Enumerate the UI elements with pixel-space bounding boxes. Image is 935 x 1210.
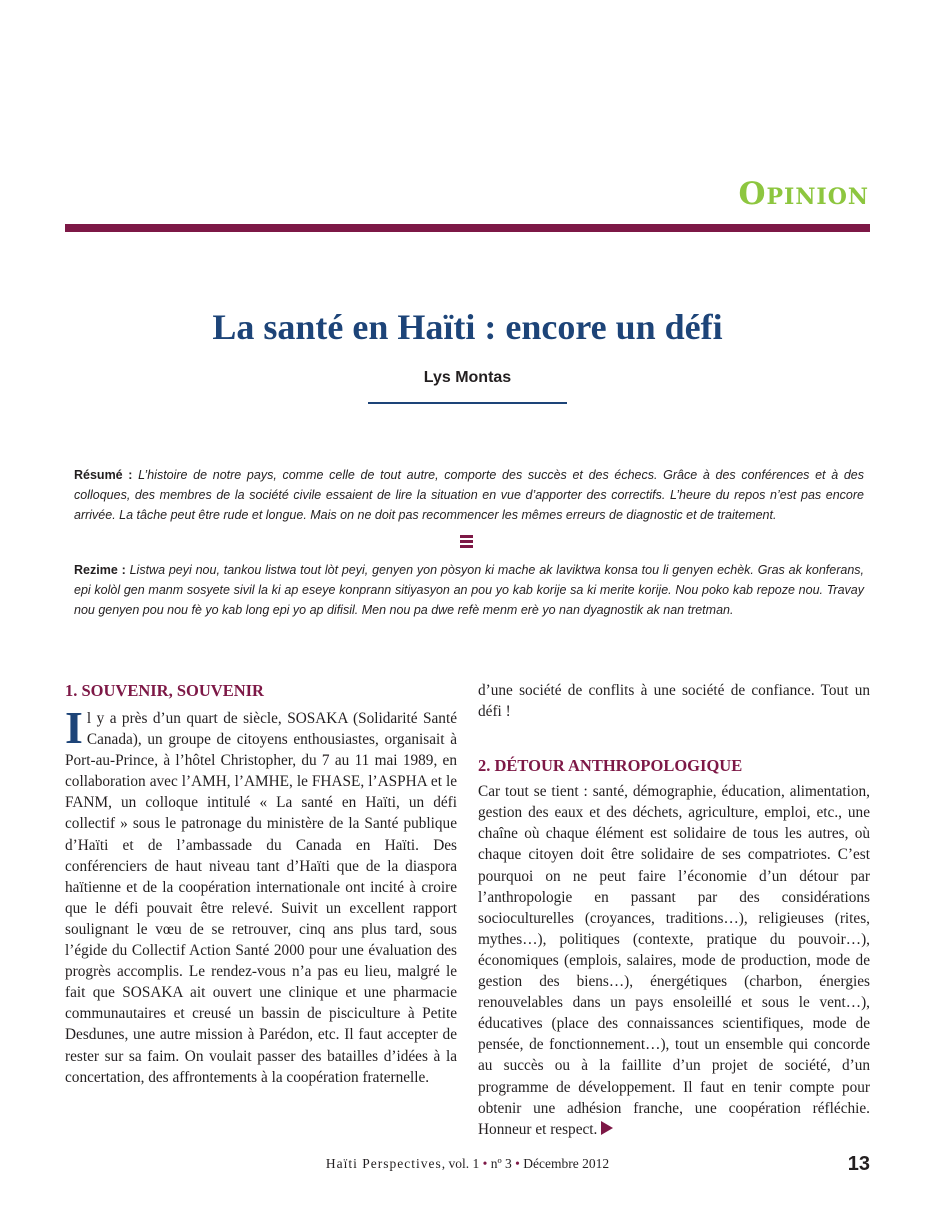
section-1-continuation: d’une société de conflits à une société de confiance. Tout un défi ! — [478, 682, 870, 721]
page-number: 13 — [847, 1153, 870, 1175]
drop-cap: I — [65, 702, 83, 753]
footer — [0, 1156, 935, 1172]
abstract-french-label: Résumé : — [74, 468, 133, 482]
abstract-french-text: L’histoire de notre pays, comme celle de tout autre, comporte des succès et des échecs. Grâce à des conférences et à des colloques, des membres de la société civile essaient de lire la situation en vue d’apporter des correctifs. L’heure du repos n’est pas encore arrivée. La tâche peut être rude et longue. Mais on ne doit pas recommencer les mêmes erreurs de diagnostic et de traitement. — [74, 468, 864, 522]
section-2-paragraph — [478, 781, 870, 1140]
abstract-creole-text: Listwa peyi nou, tankou listwa tout lòt peyi, genyen yon pòsyon ki mache ak laviktwa konsa tou li genyen echèk. Gras ak konferans, epi kolòl gen manm sosyete sivil la ki ap eseye konprann sitiyasyon an pou yo kab korije sa ki merite korije. Nou poko kab repoze nou. Travay nou genyen pou nou fè yo kab long epi yo ap difisil. Men nou pa dwe refè menm erè yo nan dyagnostik ak nan tretman. — [74, 563, 865, 617]
section-1-heading: 1. SOUVENIR, SOUVENIR — [65, 681, 264, 700]
footer-volume: , vol. 1 — [441, 1156, 480, 1171]
equivalence-icon — [460, 535, 473, 549]
section-rule — [65, 224, 870, 232]
footer-date: Décembre 2012 — [523, 1156, 610, 1171]
abstract-creole — [74, 560, 864, 620]
article-author: Lys Montas — [423, 369, 512, 386]
section-1-body: l y a près d’un quart de siècle, SOSAKA (Solidarité Santé Canada), un groupe de citoyens enthousiastes, organisait à Port-au-Prince, à l’hôtel Christopher, du 7 au 11 mai 1989, en collaboration avec l’AMH, l’AMHE, le FHASE, l’ASPHA et le FANM, un colloque intitulé « La santé en Haïti, un défi collectif » sous le patronage du ministère de la Santé publique d’Haïti et de l’ambassade du Canada en Haïti. Des conférenciers de haut niveau tant d’Haïti que de la diaspora haïtienne et de la coopération internationale ont incité à croire que le défi pouvait être relevé. Suivit un excellent rapport soulignant le vœu de se retrouver, cinq ans plus tard, sous l’égide du Collectif Action Santé 2000 pour une évaluation des progrès accomplis. Le rendez-vous n’a pas eu lieu, malgré le fait que SOSAKA ait ouvert une clinique et une pharmacie communautaires et creusé un bassin de pisciculture à Petite Desdunes, une autre mission à Parédon, etc. Il faut accepter de rester sur sa faim. On voulait passer des batailles d’idées à la concertation, des affrontements à la coopération fraternelle. — [65, 710, 457, 1086]
end-of-article-triangle-icon — [601, 1121, 613, 1135]
abstract-french — [74, 465, 864, 525]
section-1-paragraph — [65, 702, 457, 1088]
column-left — [65, 680, 457, 1088]
section-2-heading: 2. DÉTOUR ANTHROPOLOGIQUE — [478, 756, 743, 776]
footer-bullet: • — [515, 1156, 520, 1171]
article-title: La santé en Haïti : encore un défi — [212, 307, 723, 347]
footer-issue: nº 3 — [490, 1156, 512, 1171]
section-label: Opinion — [738, 176, 869, 212]
abstract-creole-label: Rezime : — [74, 563, 126, 577]
footer-bullet: • — [482, 1156, 488, 1171]
section-2-body: Car tout se tient : santé, démographie, éducation, alimentation, gestion des eaux et des déchets, agriculture, emploi, etc., une chaîne où chaque élément est solidaire de tous les autres, où chaque citoyen doit être solidaire de ses compatriotes. C’est pourquoi on ne peut faire l’économie d’un détour par l’anthropologie en passant par des considérations socioculturelles (croyances, traditions…), religieuses (rites, mythes…), politiques (contexte, pratique du pouvoir…), économiques (emplois, salaires, mode de production, mode de gestion des biens…), énergétiques (charbon, énergies renouvelables dans un pays ensoleillé et sous le vent…), éducatives (place des connaissances scientifiques, mode de pensée, de fonctionnement…), tout un ensemble qui concorde au succès ou à la faillite d’un projet de société, d’un programme de développement. Il faut en tenir compte pour obtenir une adhésion franche, une coopération réfléchie. Honneur et respect. — [478, 783, 870, 1138]
author-underline — [368, 402, 567, 404]
column-right — [478, 680, 870, 1140]
footer-journal: Haïti Perspectives — [325, 1156, 442, 1171]
